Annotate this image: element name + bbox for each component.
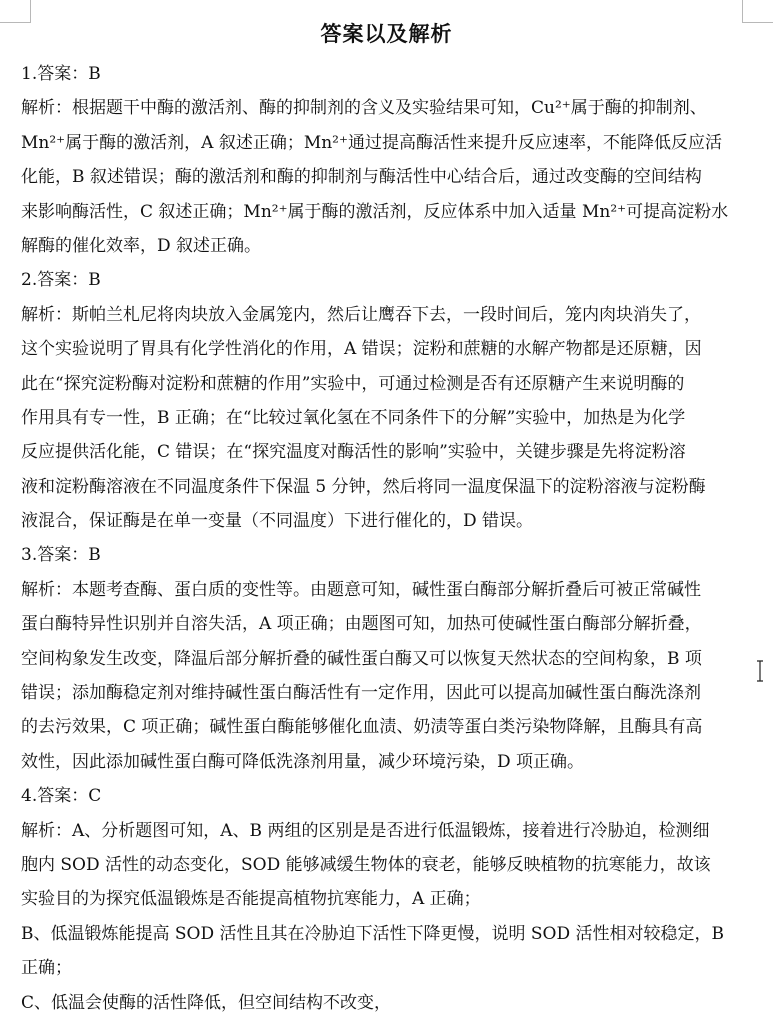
text-line: 实验目的为探究低温锻炼是否能提高植物抗寒能力，A 正确；	[21, 889, 481, 910]
text-line: 胞内 SOD 活性的动态变化，SOD 能够减缓生物体的衰老，能够反映植物的抗寒能力，故该	[21, 854, 711, 875]
text-line: 2.答案：B	[21, 270, 101, 291]
text-line: 液混合，保证酶是在单一变量（不同温度）下进行催化的，D 错误。	[21, 511, 534, 532]
text-line: 反应提供活化能，C 错误；在“探究温度对酶活性的影响”实验中，关键步骤是先将淀粉溶	[21, 442, 686, 463]
page-title: 答案以及解析	[320, 21, 453, 46]
text-line: 解析：本题考查酶、蛋白质的变性等。由题意可知，碱性蛋白酶部分解折叠后可被正常碱性	[21, 579, 701, 600]
text-line: B、低温锻炼能提高 SOD 活性且其在冷胁迫下活性下降更慢，说明 SOD 活性相对较稳定，B	[21, 923, 725, 944]
text-line: 液和淀粉酶溶液在不同温度条件下保温 5 分钟，然后将同一温度保温下的淀粉溶液与淀粉酶	[21, 476, 706, 497]
text-cursor-icon	[755, 660, 765, 682]
text-line: 化能，B 叙述错误；酶的激活剂和酶的抑制剂与酶活性中心结合后，通过改变酶的空间结构	[21, 167, 702, 188]
text-line: 的去污效果，C 项正确；碱性蛋白酶能够催化血渍、奶渍等蛋白类污染物降解，且酶具有高	[21, 717, 703, 738]
text-line: 3.答案：B	[21, 545, 101, 566]
text-line: 正确；	[21, 958, 72, 979]
text-line: 错误；添加酶稳定剂对维持碱性蛋白酶活性有一定作用，因此可以提高加碱性蛋白酶洗涤剂	[21, 683, 701, 704]
text-line: C、低温会使酶的活性降低，但空间结构不改变，	[21, 992, 392, 1013]
text-line: 解酶的催化效率，D 叙述正确。	[21, 235, 262, 256]
text-line: Mn²⁺属于酶的激活剂，A 叙述正确；Mn²⁺通过提高酶活性来提升反应速率，不能降低反应活	[21, 132, 722, 153]
text-line: 解析：斯帕兰札尼将肉块放入金属笼内，然后让鹰吞下去，一段时间后，笼内肉块消失了，	[21, 304, 701, 325]
text-line: 1.答案：B	[21, 64, 101, 84]
text-line: 此在“探究淀粉酶对淀粉和蔗糖的作用”实验中，可通过检测是否有还原糖产生来说明酶的	[21, 373, 685, 394]
text-line: 空间构象发生改变，降温后部分解折叠的碱性蛋白酶又可以恢复天然状态的空间构象，B 项	[21, 648, 702, 669]
text-line: 这个实验说明了胃具有化学性消化的作用，A 错误；淀粉和蔗糖的水解产物都是还原糖，因	[21, 339, 702, 360]
text-line: 来影响酶活性，C 叙述正确；Mn²⁺属于酶的激活剂，反应体系中加入适量 Mn²⁺可提高淀粉水	[21, 201, 729, 222]
text-line: 蛋白酶特异性识别并自溶失活，A 项正确；由题图可知，加热可使碱性蛋白酶部分解折叠，	[21, 614, 702, 635]
text-line: 作用具有专一性，B 正确；在“比较过氧化氢在不同条件下的分解”实验中，加热是为化学	[21, 407, 686, 428]
text-line: 效性，因此添加碱性蛋白酶可降低洗涤剂用量，减少环境污染，D 项正确。	[21, 751, 585, 772]
text-line: 4.答案：C	[21, 786, 102, 807]
document-body[interactable]	[21, 57, 745, 1020]
text-line: 解析：A、分析题图可知，A、B 两组的区别是是否进行低温锻炼，接着进行冷胁迫，检测细	[21, 820, 710, 841]
text-line: 解析：根据题干中酶的激活剂、酶的抑制剂的含义及实验结果可知，Cu²⁺属于酶的抑制剂、	[21, 98, 707, 119]
